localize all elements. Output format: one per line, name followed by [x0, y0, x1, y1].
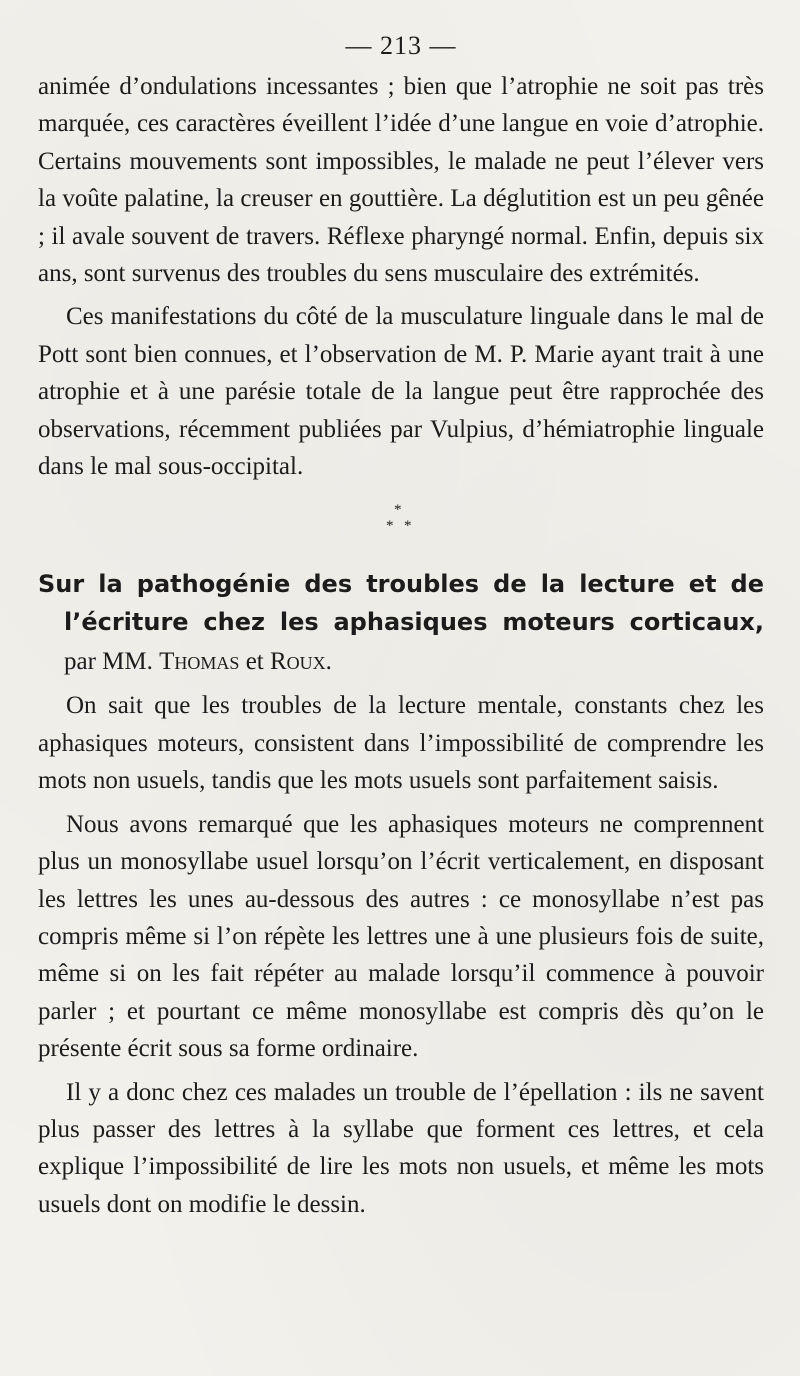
page-number: — 213 —: [345, 31, 457, 60]
paragraph-text: animée d’ondulations incessantes ; bien que l’atrophie ne soit pas très marquée, ces caractères éveillent l’idée d’une langue en voie d’atrophie. Certains mouvements sont impossibles, le malade ne peut l’élever vers la voûte palatine, la creuser en gouttière. La déglutition est un peu gênée ; il avale souvent de travers. Réflexe pharyngé normal. Enfin, depuis six ans, sont survenus des troubles du sens musculaire des extrémités.: [38, 73, 764, 288]
byline: [64, 648, 332, 675]
paragraph-pott: [38, 298, 764, 485]
asterism-star: *: [394, 502, 402, 519]
paragraph-text: Il y a donc chez ces malades un trouble de l’épellation : ils ne savent plus passer des lettres à la syllabe que forment ces lettres, et cela explique l’impossibilité de lire les mots non usuels, et même les mots usuels dont on modifie le dessin.: [38, 1078, 764, 1218]
paragraph-text: On sait que les troubles de la lecture mentale, constants chez les aphasiques moteurs, consistent dans l’impossibilité de comprendre les mots non usuels, tandis que les mots usuels sont parfaitement saisis.: [38, 692, 764, 795]
byline-join: et: [239, 648, 270, 676]
section-title: Sur la pathogénie des troubles de la lecture et de l’écriture chez les aphasiques moteurs corticaux,: [38, 570, 764, 637]
author-roux: Roux: [269, 648, 326, 676]
paragraph-monosyllabe: [38, 806, 764, 1068]
paragraph-continuation: [38, 68, 764, 292]
asterism-star: *: [386, 518, 394, 535]
byline-end: .: [325, 648, 332, 676]
byline-prefix: par MM.: [64, 648, 160, 676]
paragraph-epellation: [38, 1074, 764, 1224]
asterism-separator: [38, 493, 764, 553]
paragraph-text: Nous avons remarqué que les aphasiques moteurs ne comprennent plus un monosyllabe usuel lorsqu’on l’écrit verticalement, en disposant les lettres les unes au-dessous des autres : ce monosyllabe n’est pas compris même si l’on répète les lettres une à une plusieurs fois de suite, même si on les fait répéter au malade lorsqu’il commence à pouvoir parler ; et pourtant ce même monosyllabe est compris dès qu’on le présente écrit sous sa forme ordinaire.: [38, 810, 764, 1063]
paragraph-text: Ces manifestations du côté de la musculature linguale dans le mal de Pott sont bien connues, et l’observation de M. P. Marie ayant trait à une atrophie et à une parésie totale de la langue peut être rapprochée des observations, récemment publiées par Vulpius, d’hémiatrophie linguale dans le mal sous-occipital.: [38, 303, 764, 481]
section-heading: [38, 565, 764, 681]
asterism-star: *: [404, 518, 412, 535]
author-thomas: Thomas: [159, 648, 240, 676]
paragraph-lecture-mentale: [38, 687, 764, 799]
